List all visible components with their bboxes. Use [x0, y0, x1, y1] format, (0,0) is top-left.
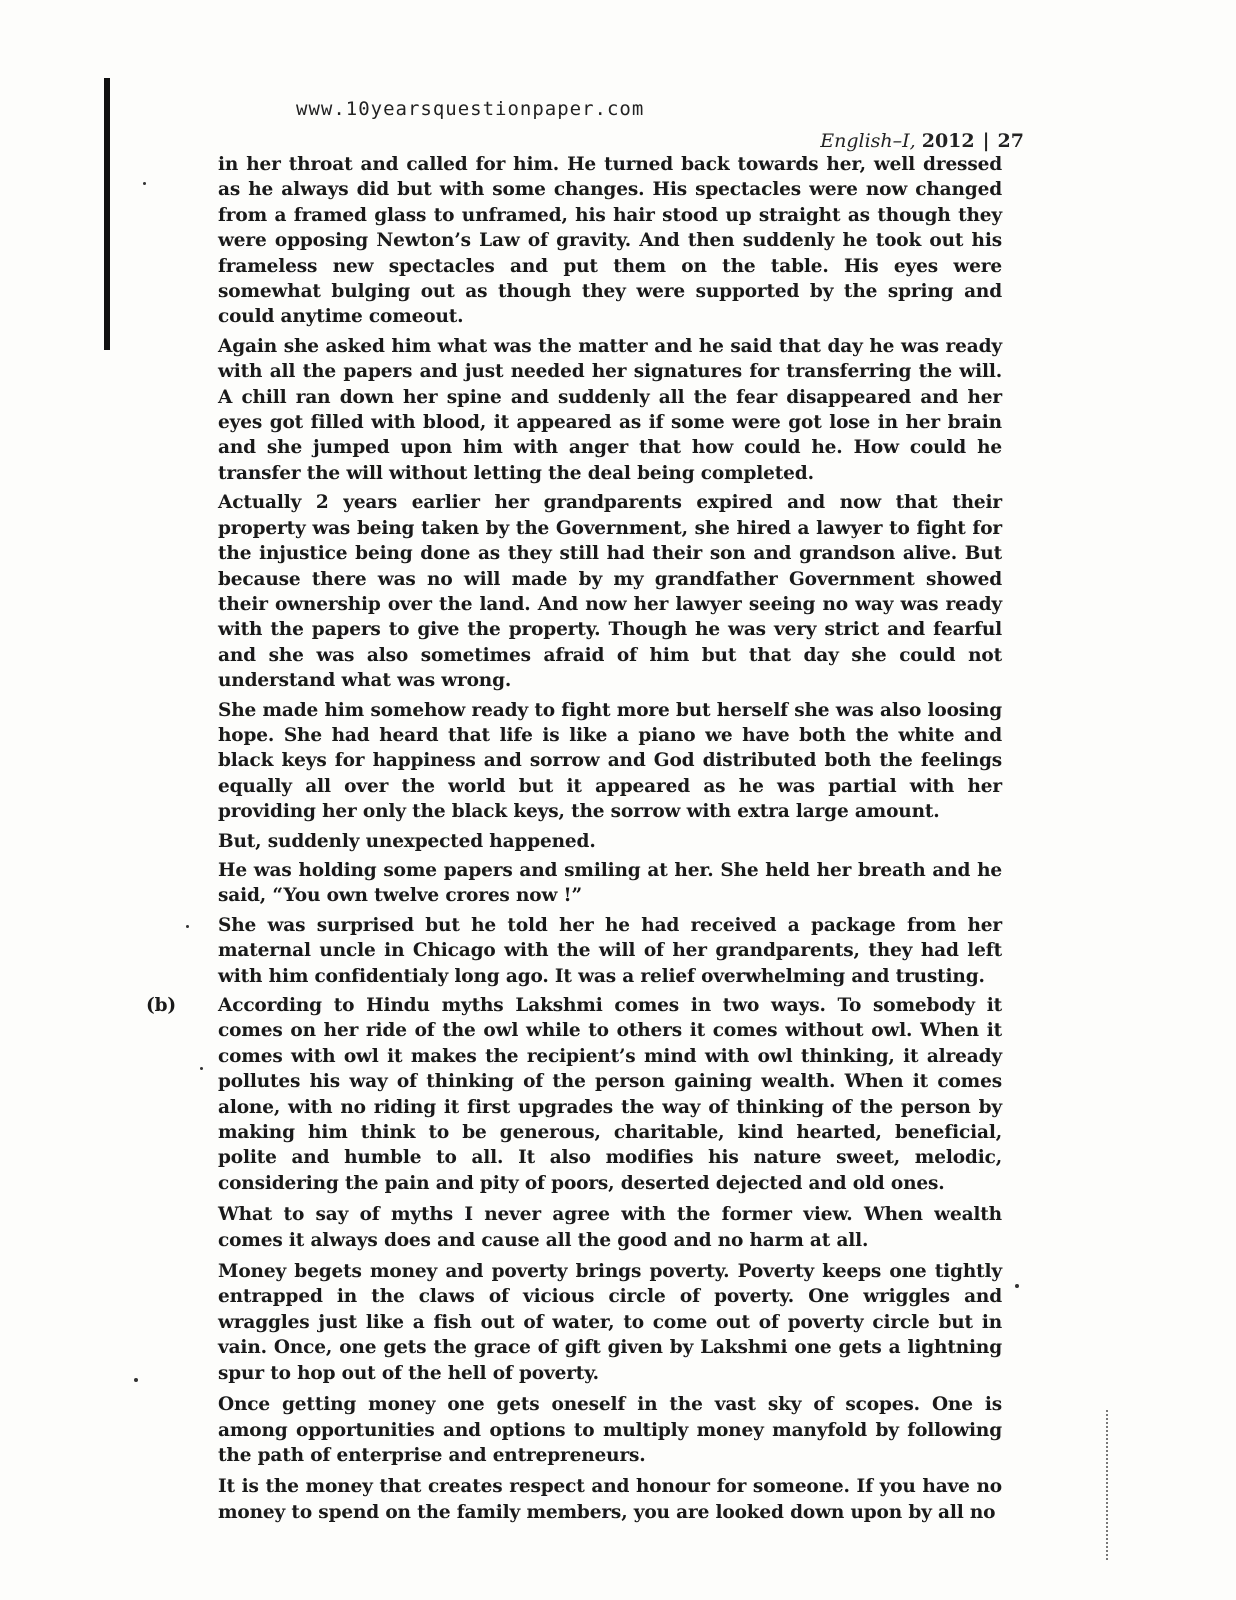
paragraph: But, suddenly unexpected happened.: [218, 830, 596, 852]
paragraph: Once getting money one gets oneself in the vast sky of scopes. One is among opportunities and options to multiply money manyfold by following the path of enterprise and entrepreneurs.: [218, 1394, 1002, 1466]
scan-speck: [1015, 1284, 1019, 1288]
paragraph: He was holding some papers and smiling at her. She held her breath and he said, “You own twelve crores now !”: [218, 859, 1002, 907]
paragraph: What to say of myths I never agree with the former view. When wealth comes it always does and cause all the good and no harm at all.: [218, 1204, 1002, 1251]
scan-edge-mark: [104, 78, 110, 350]
body-text: [146, 152, 1002, 1529]
header-subject: English–I,: [820, 130, 916, 152]
paragraph: Actually 2 years earlier her grandparents expired and now that their property was being taken by the Government, she hired a lawyer to fight for the injustice being done as they still had their son and grandson alive. But because there was no will made by my grandfather Government showed their ownership over the land. And now her lawyer seeing no way was ready with the papers to give the property. Though he was very strict and fearful and she was also sometimes afraid of him but that day she could not understand what was wrong.: [218, 492, 1002, 692]
scan-edge-dots: [1106, 1410, 1110, 1560]
running-header: [820, 130, 1024, 152]
paragraph: According to Hindu myths Lakshmi comes in two ways. To somebody it comes on her ride of the owl while to others it comes without owl. When it comes with owl it makes the recipient’s mind with owl thinking, it already pollutes his way of thinking of the person gaining wealth. When it comes alone, with no riding it first upgrades the way of thinking of the person by making him think to be generous, charitable, kind hearted, beneficial, polite and humble to all. It also modifies his nature sweet, melodic, considering the pain and pity of poors, deserted dejected and old ones.: [218, 995, 1002, 1194]
scan-speck: [134, 1378, 138, 1382]
section-b-label: (b): [146, 995, 176, 1016]
paragraph: She made him somehow ready to fight more but herself she was also loosing hope. She had heard that life is like a piano we have both the white and black keys for happiness and sorrow and God distributed both the feelings equally all over the world but it appeared as he was partial with her providing her only the black keys, the sorrow with extra large amount.: [218, 699, 1002, 823]
header-page-number: 27: [997, 130, 1024, 152]
header-year: 2012: [921, 130, 975, 152]
scan-speck: [200, 1067, 203, 1070]
header-separator: |: [982, 130, 990, 152]
paragraph: Money begets money and poverty brings poverty. Poverty keeps one tightly entrapped in the claws of vicious circle of poverty. One wriggles and wraggles just like a fish out of water, to come out of poverty circle but in vain. Once, one gets the grace of gift given by Lakshmi one gets a lightning spur to hop out of the hell of poverty.: [218, 1261, 1002, 1384]
watermark-url: www.10yearsquestionpaper.com: [296, 98, 645, 120]
paragraph: in her throat and called for him. He turned back towards her, well dressed as he always did but with some changes. His spectacles were now changed from a framed glass to unframed, his hair stood up straight as though they were opposing Newton’s Law of gravity. And then suddenly he took out his frameless new spectacles and put them on the table. His eyes were somewhat bulging out as though they were supported by the spring and could anytime comeout.: [218, 154, 1002, 328]
paragraph: She was surprised but he told her he had received a package from her maternal uncle in Chicago with the will of her grandparents, they had left with him confidentialy long ago. It was a relief overwhelming and trusting.: [218, 914, 1002, 987]
section-b: [146, 993, 1002, 1525]
paragraph: It is the money that creates respect and honour for someone. If you have no money to spend on the family members, you are looked down upon by all no: [218, 1476, 1002, 1523]
scan-speck: [186, 925, 189, 928]
paragraph: Again she asked him what was the matter and he said that day he was ready with all the papers and just needed her signatures for transferring the will. A chill ran down her spine and suddenly all the fear disappeared and her eyes got filled with blood, it appeared as if some were got lose in her brain and she jumped upon him with anger that how could he. How could he transfer the will without letting the deal being completed.: [218, 335, 1002, 484]
scan-speck: [143, 182, 146, 185]
